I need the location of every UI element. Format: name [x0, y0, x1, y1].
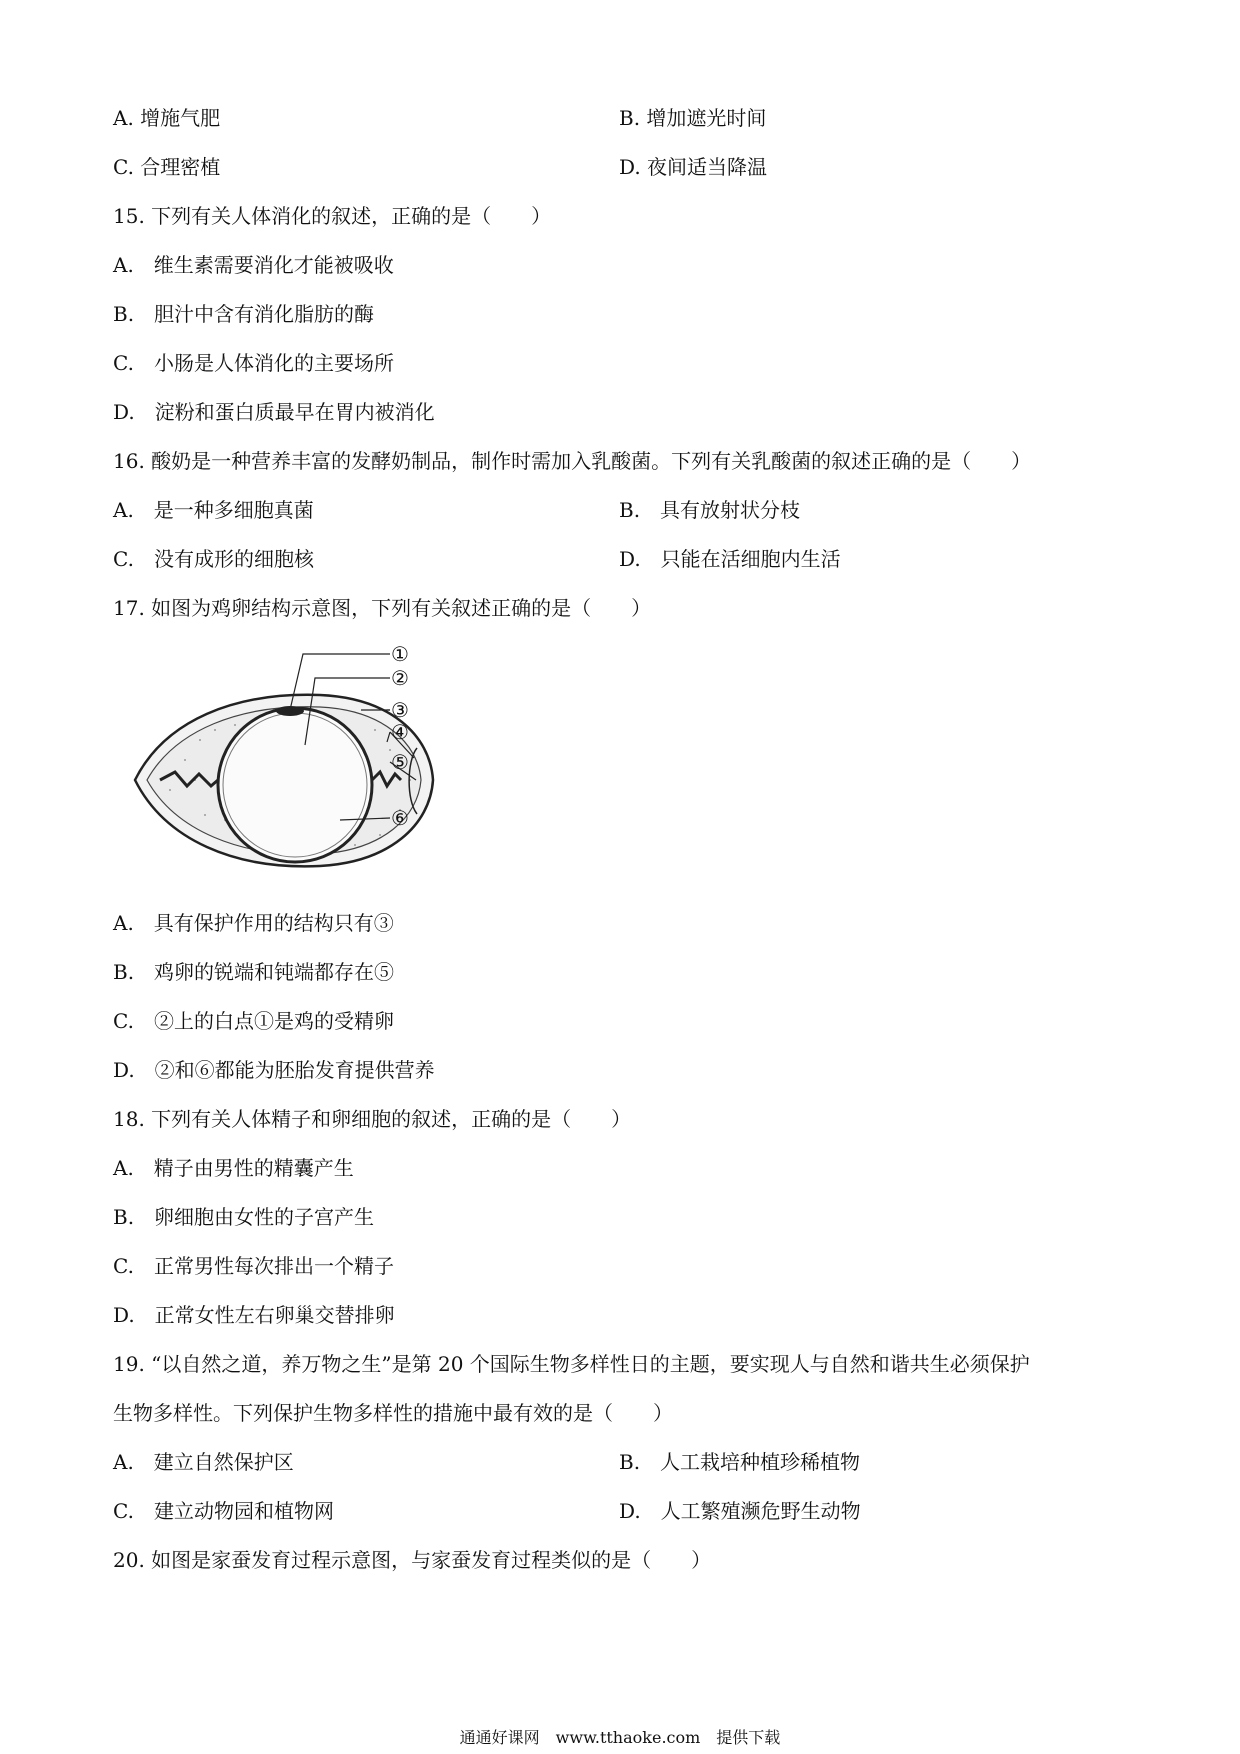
q15-option-c: C. 小肠是人体消化的主要场所: [113, 351, 394, 375]
label-1: ①: [391, 642, 409, 666]
q18-stem: 18. 下列有关人体精子和卵细胞的叙述，正确的是（ ）: [113, 1107, 632, 1131]
q14-option-c: C. 合理密植: [113, 155, 221, 179]
page-footer: 通通好课网 www.tthaoke.com 提供下载: [459, 1728, 781, 1747]
q18-option-c: C. 正常男性每次排出一个精子: [113, 1254, 394, 1278]
label-6: ⑥: [391, 806, 409, 830]
q14-option-d: D. 夜间适当降温: [619, 155, 768, 179]
q16-option-b: B. 具有放射状分枝: [619, 498, 801, 522]
egg-structure-diagram: [125, 640, 475, 890]
q17-stem: 17. 如图为鸡卵结构示意图，下列有关叙述正确的是（ ）: [113, 596, 652, 620]
q19-option-b: B. 人工栽培种植珍稀植物: [619, 1450, 861, 1474]
q17-option-a: A. 具有保护作用的结构只有③: [113, 911, 394, 935]
q18-option-d: D. 正常女性左右卵巢交替排卵: [113, 1303, 395, 1327]
q18-option-b: B. 卵细胞由女性的子宫产生: [113, 1205, 375, 1229]
q15-option-b: B. 胆汁中含有消化脂肪的酶: [113, 302, 375, 326]
q16-stem: 16. 酸奶是一种营养丰富的发酵奶制品，制作时需加入乳酸菌。下列有关乳酸菌的叙述正确的是（ ）: [113, 449, 1032, 473]
q20-stem: 20. 如图是家蚕发育过程示意图，与家蚕发育过程类似的是（ ）: [113, 1548, 712, 1572]
q15-stem: 15. 下列有关人体消化的叙述，正确的是（ ）: [113, 204, 552, 228]
q17-option-d: D. ②和⑥都能为胚胎发育提供营养: [113, 1058, 435, 1082]
q19-stem-line2: 生物多样性。下列保护生物多样性的措施中最有效的是（ ）: [113, 1401, 673, 1425]
q15-option-d: D. 淀粉和蛋白质最早在胃内被消化: [113, 400, 435, 424]
yolk: [218, 708, 372, 862]
q19-option-c: C. 建立动物园和植物网: [113, 1499, 334, 1523]
egg-structure-figure: [125, 640, 475, 890]
q14-option-a: A. 增施气肥: [113, 106, 221, 130]
q17-option-c: C. ②上的白点①是鸡的受精卵: [113, 1009, 394, 1033]
label-2: ②: [391, 666, 409, 690]
q17-option-b: B. 鸡卵的锐端和钝端都存在⑤: [113, 960, 395, 984]
q16-option-d: D. 只能在活细胞内生活: [619, 547, 841, 571]
q19-option-d: D. 人工繁殖濒危野生动物: [619, 1499, 861, 1523]
q19-stem-line1: 19. “以自然之道，养万物之生”是第 20 个国际生物多样性日的主题，要实现人与自然和谐共生必须保护: [113, 1352, 1030, 1376]
label-5: ⑤: [391, 750, 409, 774]
label-3: ③: [391, 698, 409, 722]
q19-option-a: A. 建立自然保护区: [113, 1450, 294, 1474]
label-4: ④: [391, 720, 409, 744]
q16-option-c: C. 没有成形的细胞核: [113, 547, 314, 571]
q16-option-a: A. 是一种多细胞真菌: [113, 498, 314, 522]
q14-option-b: B. 增加遮光时间: [619, 106, 767, 130]
q18-option-a: A. 精子由男性的精囊产生: [113, 1156, 354, 1180]
q15-option-a: A. 维生素需要消化才能被吸收: [113, 253, 394, 277]
